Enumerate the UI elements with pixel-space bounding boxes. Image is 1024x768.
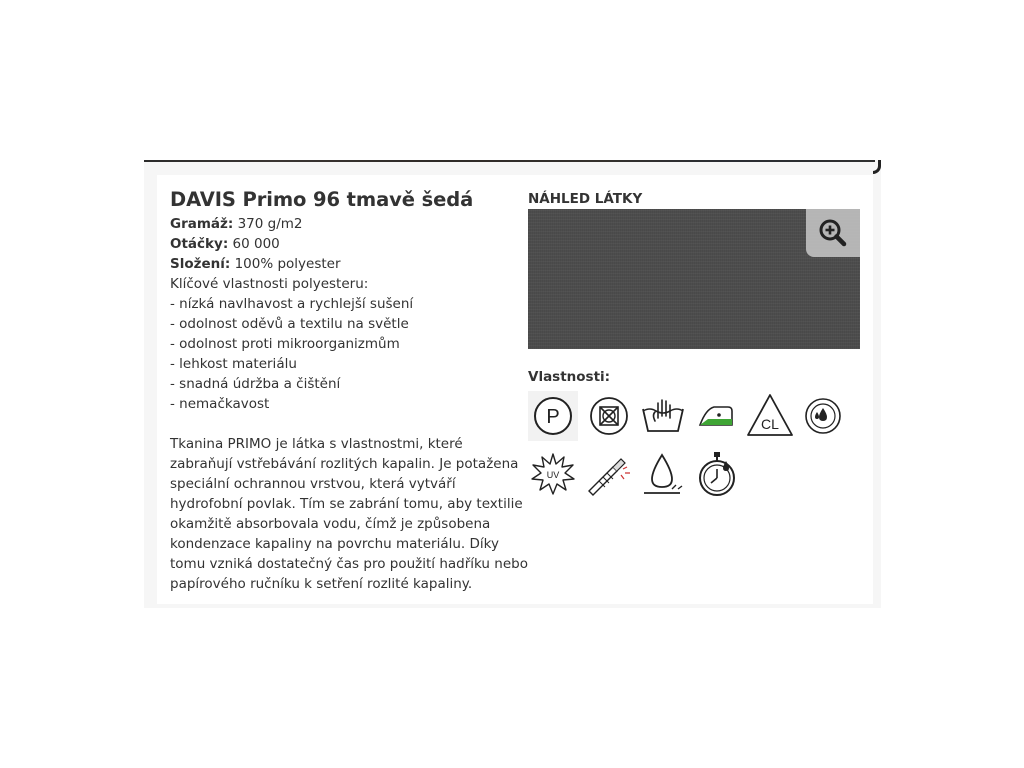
- quick-drying-icon: [692, 449, 742, 499]
- abrasion-resistant-icon: [583, 449, 633, 499]
- hand-wash-icon: [638, 391, 688, 441]
- uv-resistant-icon: [528, 449, 578, 499]
- description-line: okamžitě absorbovala vodu, čímž je způsobena: [170, 516, 491, 532]
- fabric-panel: [528, 189, 860, 511]
- description-line: zabraňují vstřebávání rozlitých kapalin. Je potažena: [170, 456, 519, 472]
- spec-value: 100% polyester: [234, 256, 341, 272]
- fabric-preview-image[interactable]: [528, 209, 860, 349]
- product-title: DAVIS Primo 96 tmavě šedá: [170, 188, 474, 211]
- feature-item: - lehkost materiálu: [170, 356, 297, 372]
- properties-icons: [528, 391, 860, 511]
- description-line: papírového ručníku k setření rozlité kapaliny.: [170, 576, 473, 592]
- spec-label: Otáčky:: [170, 236, 229, 252]
- popup-top-border: [144, 160, 875, 162]
- zoom-in-icon: [818, 218, 848, 248]
- description-line: speciální ochrannou vrstvou, která vytváří: [170, 476, 456, 492]
- feature-item: - snadná údržba a čištění: [170, 376, 341, 392]
- svg-text:CL: CL: [761, 416, 779, 432]
- feature-item: - nízká navlhavost a rychlejší sušení: [170, 296, 414, 312]
- feature-item: - odolnost proti mikroorganizmům: [170, 336, 400, 352]
- feature-item: - nemačkavost: [170, 396, 270, 412]
- water-repellent-icon: [798, 391, 848, 441]
- spec-value: 370 g/m2: [237, 216, 303, 232]
- zoom-button[interactable]: [806, 209, 860, 257]
- feature-item: - odolnost oděvů a textilu na světle: [170, 316, 409, 332]
- spec-rubs: [170, 234, 510, 254]
- description-line: hydrofobní povlak. Tím se zabrání tomu, aby textilie: [170, 496, 523, 512]
- features-heading: Klíčové vlastnosti polyesteru:: [170, 276, 369, 292]
- description-line: tomu vzniká dostatečný čas pro použití hadříku nebo: [170, 556, 528, 572]
- svg-text:P: P: [546, 406, 560, 428]
- product-info: [170, 188, 528, 594]
- spec-composition: [170, 254, 510, 274]
- chlorine-bleach-icon: [745, 391, 795, 441]
- liquid-resistant-icon: [638, 449, 688, 499]
- svg-text:UV: UV: [546, 470, 560, 480]
- spec-label: Gramáž:: [170, 216, 234, 232]
- dry-clean-p-icon: [528, 391, 578, 441]
- spec-label: Složení:: [170, 256, 231, 272]
- description-line: kondenzace kapaliny na povrchu materiálu. Díky: [170, 536, 499, 552]
- spec-grammage: [170, 214, 510, 234]
- description-line: Tkanina PRIMO je látka s vlastnostmi, které: [170, 436, 463, 452]
- product-card: [157, 175, 873, 604]
- properties-heading: Vlastnosti:: [528, 369, 611, 385]
- product-detail-popup: [144, 160, 881, 608]
- iron-low-icon: [692, 391, 742, 441]
- no-tumble-dry-icon: [586, 391, 636, 441]
- close-corner-icon[interactable]: [873, 160, 881, 174]
- preview-heading: NÁHLED LÁTKY: [528, 191, 643, 207]
- spec-value: 60 000: [232, 236, 280, 252]
